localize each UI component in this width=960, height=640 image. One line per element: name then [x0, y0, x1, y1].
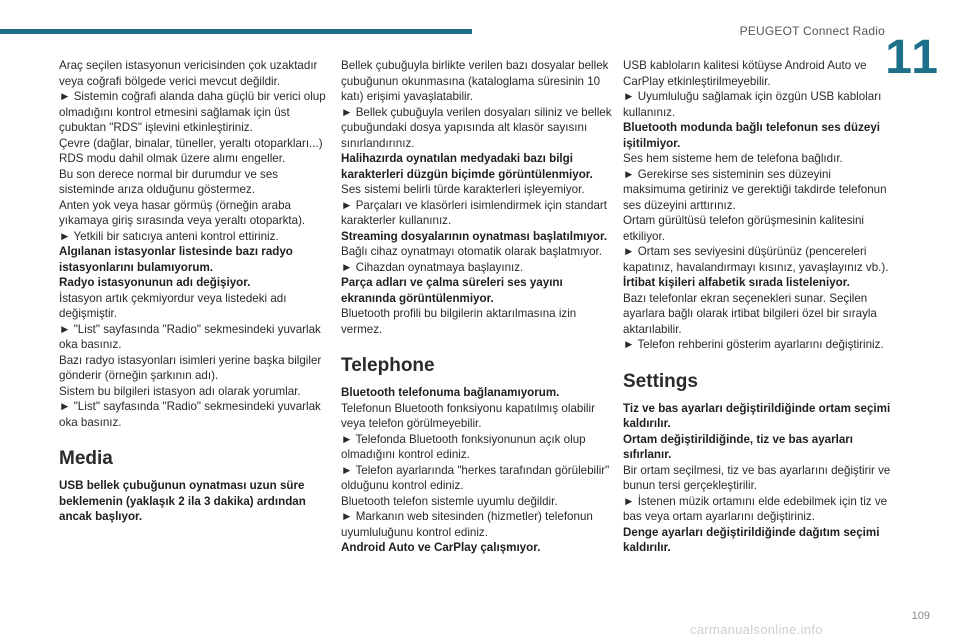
- question-heading: Halihazırda oynatılan medyadaki bazı bilgi karakterleri düzgün biçimde görüntülenmiyor.: [341, 152, 593, 181]
- question-heading: Denge ayarları değiştirildiğinde dağıtım seçimi kaldırılır.: [623, 525, 880, 554]
- instruction-step: ► Bellek çubuğuyla verilen dosyaları siliniz ve bellek çubuğundaki dosya yapısında alt klasör sayısını sınırlandırınız.: [341, 105, 612, 150]
- instruction-step: ► Yetkili bir satıcıya anteni kontrol ettiriniz.: [59, 229, 279, 243]
- text-column-1: [59, 58, 331, 525]
- chapter-number: 11: [885, 31, 940, 84]
- body-paragraph: Çevre (dağlar, binalar, tüneller, yeraltı otoparkları...) RDS modu dahil olmak üzere alımı engeller.: [59, 136, 323, 165]
- page-number: 109: [911, 610, 930, 622]
- header-title: PEUGEOT Connect Radio: [739, 24, 885, 38]
- question-heading: İrtibat kişileri alfabetik sırada listeleniyor.: [623, 276, 850, 289]
- body-paragraph: Bluetooth profili bu bilgilerin aktarılmasına izin vermez.: [341, 307, 577, 336]
- instruction-step: ► Uyumluluğu sağlamak için özgün USB kabloları kullanınız.: [623, 90, 882, 119]
- body-paragraph: Bağlı cihaz oynatmayı otomatik olarak başlatmıyor.: [341, 245, 602, 258]
- body-paragraph: Bir ortam seçilmesi, tiz ve bas ayarlarını değiştirir ve bunun tersi gerçekleştirilir.: [623, 463, 891, 492]
- body-paragraph: Telefonun Bluetooth fonksiyonu kapatılmış olabilir veya telefon görülmeyebilir.: [341, 401, 595, 430]
- question-heading: Radyo istasyonunun adı değişiyor.: [59, 276, 251, 289]
- body-paragraph: Bu son derece normal bir durumdur ve ses sisteminde arıza olduğunu göstermez.: [59, 167, 279, 196]
- instruction-step: ► "List" sayfasında "Radio" sekmesindeki yuvarlak oka basınız.: [59, 322, 321, 351]
- body-paragraph: Ortam gürültüsü telefon görüşmesinin kalitesini etkiliyor.: [623, 214, 865, 243]
- question-heading: Parça adları ve çalma süreleri ses yayını ekranında görüntülenmiyor.: [341, 276, 563, 305]
- instruction-step: ► Markanın web sitesinden (hizmetler) telefonun uyumluluğunu kontrol ediniz.: [341, 510, 593, 539]
- instruction-step: ► İstenen müzik ortamını elde edebilmek için tiz ve bas veya ortam ayarlarını değiştiriniz.: [623, 494, 888, 523]
- question-heading: Bluetooth telefonuma bağlanamıyorum.: [341, 386, 560, 399]
- body-paragraph: İstasyon artık çekmiyordur veya listedeki adı değişmiştir.: [59, 291, 287, 320]
- section-heading: Media: [59, 448, 113, 469]
- instruction-step: ► Gerekirse ses sisteminin ses düzeyini maksimuma getiriniz ve gerektiği takdirde telefonun ses düzeyini arttırınız.: [623, 167, 887, 212]
- body-paragraph: Bluetooth telefon sistemle uyumlu değildir.: [341, 494, 558, 508]
- instruction-step: ► Telefon rehberini gösterim ayarlarını değiştiriniz.: [623, 338, 884, 351]
- question-heading: Algılanan istasyonlar listesinde bazı radyo istasyonlarını bulamıyorum.: [59, 245, 293, 274]
- question-heading: Tiz ve bas ayarları değiştirildiğinde ortam seçimi kaldırılır.: [623, 401, 891, 430]
- watermark: carmanualsonline.info: [690, 622, 823, 637]
- body-paragraph: Ses hem sisteme hem de telefona bağlıdır.: [623, 152, 843, 165]
- body-paragraph: Bazı telefonlar ekran seçenekleri sunar. Seçilen ayarlara bağlı olarak irtibat bilgileri özel bir sırayla aktarılabilir.: [623, 291, 877, 336]
- body-paragraph: Anten yok veya hasar görmüş (örneğin araba yıkamaya giriş sırasında veya yeraltı otoparkta).: [59, 198, 306, 227]
- body-paragraph: Araç seçilen istasyonun vericisinden çok uzaktadır veya coğrafi bölgede verici mevcut değildir.: [59, 59, 318, 88]
- question-heading: Android Auto ve CarPlay çalışmıyor.: [341, 541, 541, 554]
- question-heading: Bluetooth modunda bağlı telefonun ses düzeyi işitilmiyor.: [623, 121, 881, 150]
- body-paragraph: Bazı radyo istasyonları isimleri yerine başka bilgiler gönderir (örneğin şarkının adı).: [59, 353, 322, 382]
- section-heading: Telephone: [341, 355, 435, 376]
- text-column-2: [341, 58, 613, 556]
- section-heading: Settings: [623, 370, 698, 392]
- instruction-step: ► Sistemin coğrafi alanda daha güçlü bir verici olup olmadığını kontrol etmesini sağlamak için üst çubuktan "RDS" işlevini etkinleştiriniz.: [59, 90, 326, 134]
- instruction-step: ► Telefon ayarlarında "herkes tarafından görülebilir" olduğunu kontrol ediniz.: [341, 463, 610, 492]
- body-paragraph: USB kabloların kalitesi kötüyse Android Auto ve CarPlay etkinleştirilmeyebilir.: [623, 59, 867, 88]
- question-heading: Streaming dosyalarının oynatması başlatılmıyor.: [341, 229, 608, 243]
- header-accent-bar: [0, 29, 472, 34]
- body-paragraph: Sistem bu bilgileri istasyon adı olarak yorumlar.: [59, 384, 301, 398]
- body-paragraph: Ses sistemi belirli türde karakterleri işleyemiyor.: [341, 183, 585, 196]
- instruction-step: ► Cihazdan oynatmaya başlayınız.: [341, 260, 524, 274]
- instruction-step: ► "List" sayfasında "Radio" sekmesindeki yuvarlak oka basınız.: [59, 400, 321, 429]
- question-heading: USB bellek çubuğunun oynatması uzun süre beklemenin (yaklaşık 2 ila 3 dakika) ardından ancak başlıyor.: [59, 479, 306, 523]
- instruction-step: ► Ortam ses seviyesini düşürünüz (pencereleri kapatınız, havalandırmayı kısınız, yavaşlayınız vb.).: [623, 245, 889, 274]
- instruction-step: ► Parçaları ve klasörleri isimlendirmek için standart karakterler kullanınız.: [341, 198, 607, 227]
- question-heading: Ortam değiştirildiğinde, tiz ve bas ayarları sıfırlanır.: [623, 432, 854, 461]
- text-column-3: [623, 58, 895, 556]
- instruction-step: ► Telefonda Bluetooth fonksiyonunun açık olup olmadığını kontrol ediniz.: [341, 432, 586, 461]
- body-paragraph: Bellek çubuğuyla birlikte verilen bazı dosyalar bellek çubuğunun okunmasına (kataloglama süresinin 10 katı) erişimi yavaşlatabilir.: [341, 59, 609, 103]
